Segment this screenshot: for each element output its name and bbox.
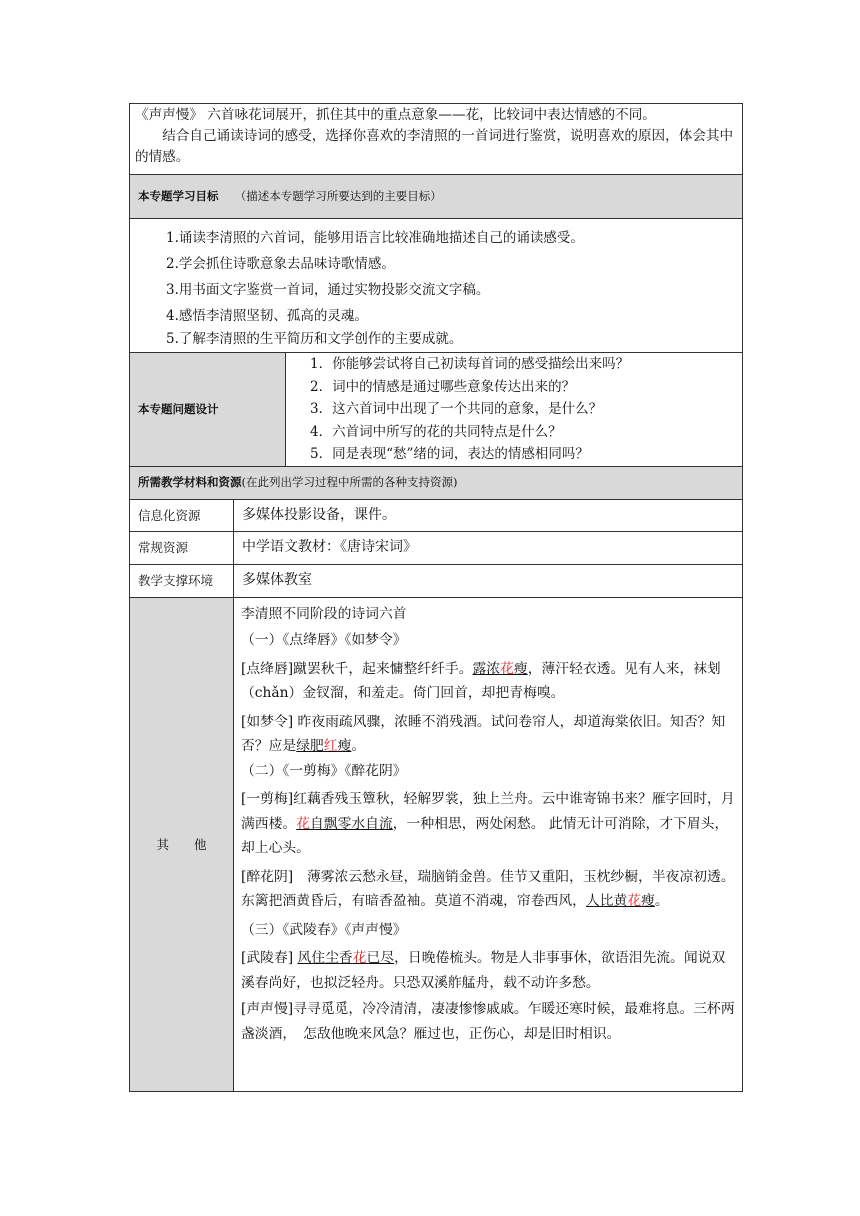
resource-value: 多媒体投影设备，课件。 bbox=[234, 499, 743, 531]
resource-label: 教学支撑环境 bbox=[130, 564, 234, 597]
key-phrase bbox=[298, 950, 395, 966]
poem-wulingchun bbox=[241, 946, 738, 995]
other-label: 其 他 bbox=[130, 597, 234, 1091]
poem-text: [如梦令] 昨夜雨疏风骤，浓睡不消残酒。试问卷帘人，却道海棠依旧。知否？知否？应是 bbox=[241, 713, 726, 754]
resource-value: 中学语文教材：《唐诗宋词》 bbox=[234, 531, 743, 564]
poem-text: [醉花阴] 薄雾浓云愁永昼，瑞脑销金兽。佳节又重阳，玉枕纱橱，半夜凉初透。 东篱把酒黄昏后，有暗香盈袖。莫道不消魂，帘卷西风， bbox=[241, 868, 735, 909]
flower-highlight: 红 bbox=[323, 738, 338, 754]
poem-text: [点绛唇]蹴罢秋千，起来慵整纤纤手。 bbox=[241, 660, 473, 677]
key-phrase bbox=[473, 661, 528, 677]
poem-text: 人比黄 bbox=[585, 893, 628, 909]
flower-highlight: 花 bbox=[627, 893, 642, 909]
goals-note: （描述本专题学习所要达到的主要目标） bbox=[234, 189, 442, 203]
goals-list bbox=[130, 219, 743, 353]
goal-item: 2.学会抓住诗歌意象去品味诗歌情感。 bbox=[166, 256, 395, 272]
question-item: 1．你能够尝试将自己初读每首词的感受描绘出来吗？ bbox=[310, 356, 630, 372]
materials-note: (在此列出学习过程中所需的各种支持资源) bbox=[241, 475, 458, 489]
poem-text: 已尽 bbox=[366, 950, 395, 966]
questions-list bbox=[286, 353, 743, 467]
poem-text: 瘦 bbox=[641, 893, 655, 909]
group-heading: （一）《点绛唇》《如梦令》 bbox=[241, 632, 407, 648]
poem-text: ，一种相思，两处闲愁。 此情无计可消除，才下眉头，却上心头。 bbox=[241, 815, 729, 856]
goals-header bbox=[130, 175, 743, 219]
goal-item: 3.用书面文字鉴赏一首词，通过实物投影交流文字稿。 bbox=[166, 282, 490, 298]
materials-header bbox=[130, 466, 743, 499]
key-phrase bbox=[296, 738, 351, 754]
poem-text: ，日晚倦梳头。物是人非事事休，欲语泪先流。闻说双溪春尚好，也拟泛轻舟。只恐双溪舴艋舟，载不动许多愁。 bbox=[241, 950, 726, 991]
resource-label: 常规资源 bbox=[130, 531, 234, 564]
key-phrase bbox=[296, 816, 393, 832]
question-item: 5．同是表现“愁”绪的词，表达的情感相同吗？ bbox=[310, 446, 589, 462]
poem-text: [一剪梅]红藕香残玉簟秋，轻解罗裳，独上兰舟。云中谁寄锦书来？雁字回时，月满西楼。 bbox=[241, 791, 735, 832]
goals-heading: 本专题学习目标 bbox=[138, 189, 219, 203]
questions-label: 本专题问题设计 bbox=[138, 401, 219, 416]
question-item: 4．六首词中所写的花的共同特点是什么？ bbox=[310, 423, 562, 440]
poem-text: 。 bbox=[351, 738, 366, 754]
poem-text: 自飘零水自流 bbox=[309, 815, 393, 832]
poem-shengshengman: [声声慢]寻寻觅觅，冷冷清清，凄凄惨惨戚戚。乍暖还寒时候，最难将息。三杯两盏淡酒， 怎敌他晚来风急？雁过也，正伤心，却是旧时相识。 bbox=[241, 1001, 735, 1042]
poem-rumengling bbox=[241, 710, 738, 759]
poem-text: 绿肥 bbox=[296, 738, 324, 754]
resource-value: 多媒体教室 bbox=[234, 564, 743, 597]
questions-label-cell bbox=[130, 353, 286, 467]
poem-text: 瘦 bbox=[513, 660, 528, 677]
materials-heading: 所需教学材料和资源 bbox=[138, 475, 242, 489]
question-item: 3．这六首词中出现了一个共同的意象，是什么？ bbox=[310, 401, 603, 417]
poem-text: [武陵春] bbox=[241, 950, 298, 966]
intro-line-2: 结合自己诵读诗词的感受，选择你喜欢的李清照的一首词进行鉴赏，说明喜欢的原因，体会其中的情感。 bbox=[135, 128, 734, 165]
goal-item: 1.诵读李清照的六首词，能够用语言比较准确地描述自己的诵读感受。 bbox=[166, 230, 584, 246]
poem-text: 。 bbox=[654, 893, 669, 909]
intro-cell bbox=[130, 104, 743, 175]
poem-dianjiangchun bbox=[241, 657, 738, 706]
lesson-plan-table bbox=[129, 103, 743, 1092]
flower-highlight: 花 bbox=[500, 660, 514, 677]
group-heading: （二）《一剪梅》《醉花阴》 bbox=[241, 762, 407, 779]
goal-item: 4.感悟李清照坚韧、孤高的灵魂。 bbox=[166, 308, 368, 324]
resource-label: 信息化资源 bbox=[130, 499, 234, 531]
key-phrase bbox=[586, 893, 655, 909]
poem-text: 瘦 bbox=[337, 738, 352, 754]
intro-line-1: 《声声慢》 六首咏花词展开，抓住其中的重点意象——花，比较词中表达情感的不同。 bbox=[135, 107, 656, 123]
poem-text: 露浓 bbox=[472, 660, 501, 677]
flower-highlight: 花 bbox=[352, 950, 367, 966]
poem-text: ，薄汗轻衣透。见有人来，袜刬（chǎn）金钗溜，和羞走。倚门回首，却把青梅嗅。 bbox=[241, 660, 721, 701]
group-heading: （三）《武陵春》《声声慢》 bbox=[241, 921, 407, 938]
poem-zuihuayin bbox=[241, 865, 738, 914]
poems-title: 李清照不同阶段的诗词六首 bbox=[241, 605, 407, 622]
question-item: 2．词中的情感是通过哪些意象传达出来的？ bbox=[310, 378, 576, 395]
poem-yijianmei bbox=[241, 787, 738, 861]
poems-cell bbox=[234, 597, 743, 1091]
goal-item: 5.了解李清照的生平简历和文学创作的主要成就。 bbox=[166, 331, 463, 347]
flower-highlight: 花 bbox=[296, 815, 310, 832]
poem-text: 风住尘香 bbox=[297, 950, 353, 966]
